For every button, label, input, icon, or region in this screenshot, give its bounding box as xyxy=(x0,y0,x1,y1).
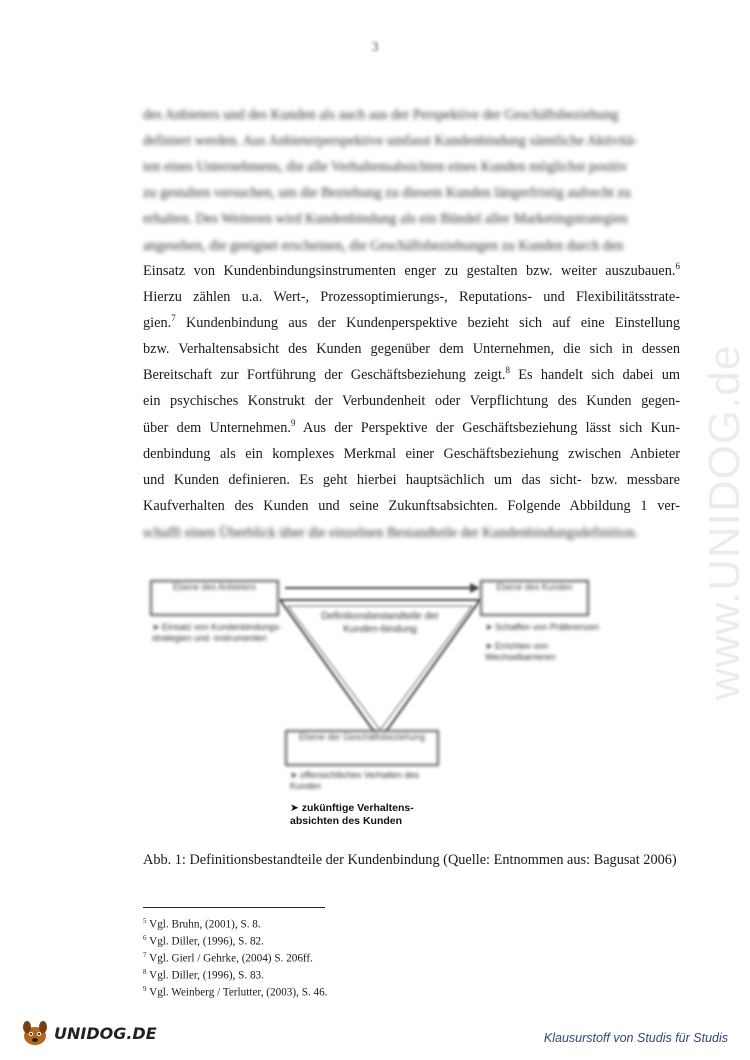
future-intentions-bullet: ➤ zukünftige Verhaltens-absichten des Kunden xyxy=(290,802,414,827)
footnote xyxy=(143,949,328,966)
footnote-number: 6 xyxy=(143,933,147,942)
customer-level-box: Ebene des Kunden xyxy=(480,580,589,616)
body-line-text: Hierzu zählen u.a. Wert-, Prozessoptimierungs-, Reputations- und Flexibilitätsstrate- xyxy=(143,289,680,306)
definition-diagram xyxy=(140,570,600,840)
triangle-label: Definitionsbestandteile der Kunden-bindung xyxy=(321,611,439,635)
figure-caption: Abb. 1: Definitionsbestandteile der Kundenbindung (Quelle: Entnommen aus: Bagusat 2006) xyxy=(143,852,677,868)
body-line-text: denbindung als ein komplexes Merkmal einer Geschäftsbeziehung zwischen Anbieter xyxy=(143,445,680,462)
blurred-line: definiert werden. Aus Anbieterperspektive umfasst Kundenbindung sämtliche Aktivitä- xyxy=(143,133,638,150)
logo-text: UNIDOG.DE xyxy=(54,1023,157,1043)
footnote-ref[interactable]: 7 xyxy=(171,313,176,324)
body-line-text: Kundenbindung aus der Kundenperspektive bezieht sich auf eine Einstellung xyxy=(175,315,680,332)
body-line-text: und Kunden definieren. Es geht hierbei hauptsächlich um das sicht- bzw. messbare xyxy=(143,471,680,488)
body-line xyxy=(143,388,680,414)
relationship-bullets: ➤ offensichtliches Verhalten des Kunden xyxy=(290,770,419,791)
footnote-ref[interactable]: 9 xyxy=(290,417,296,428)
body-line-text: Einsatz von Kundenbindungsinstrumenten enger zu gestalten bzw. weiter auszubauen. xyxy=(143,263,676,279)
body-line xyxy=(143,310,680,336)
body-line-text: Es handelt sich dabei um xyxy=(510,367,681,384)
body-line-text: Aus der Perspektive der Geschäftsbeziehung lässt sich Kun- xyxy=(295,419,680,436)
footnote-number: 7 xyxy=(143,950,147,959)
footnote xyxy=(143,932,328,949)
provider-bullets: ➤ Einsatz von Kundenbindungs-strategien und -instrumenten xyxy=(152,622,282,643)
footnote-ref[interactable]: 6 xyxy=(675,261,680,272)
footnote-number: 9 xyxy=(143,984,147,993)
footnote-text: Vgl. Weinberg / Terlutter, (2003), S. 46. xyxy=(149,986,328,999)
body-line xyxy=(143,493,680,519)
blurred-line: des Anbieters und des Kunden als auch aus der Perspektive der Geschäftsbeziehung xyxy=(143,107,619,123)
footnote-text: Vgl. Bruhn, (2001), S. 8. xyxy=(149,918,261,931)
body-line xyxy=(143,258,680,284)
footnote xyxy=(143,915,328,932)
body-paragraph xyxy=(143,258,680,519)
footnotes xyxy=(143,915,328,1000)
body-line xyxy=(143,284,680,310)
blurred-line: erhalten. Des Weiteren wird Kundenbindung als ein Bündel aller Marketingstrategien xyxy=(143,211,628,228)
body-line xyxy=(143,362,680,388)
unidog-logo[interactable] xyxy=(20,1018,157,1048)
body-line-text: gien. xyxy=(143,315,172,332)
body-line-text: über dem Unternehmen. xyxy=(143,419,291,436)
footnote-text: Vgl. Diller, (1996), S. 82. xyxy=(149,935,264,948)
blurred-outro-line: schafft einen Überblick über die einzelnen Bestandteile der Kundenbindungsdefinition. xyxy=(143,525,638,541)
footnote-number: 5 xyxy=(143,917,147,925)
footnote-number: 8 xyxy=(143,967,147,976)
blurred-line: angesehen, die geeignet erscheinen, die Geschäftsbeziehungen zu Kunden durch den xyxy=(143,237,624,254)
relationship-level-box: Ebene der Geschäftsbeziehung xyxy=(285,730,439,766)
body-line-text: bzw. Verhaltensabsicht des Kunden gegenüber dem Unternehmen, die sich in dessen xyxy=(143,341,680,358)
blurred-line: ten eines Unternehmens, die alle Verhaltensabsichten eines Kunden möglichst positiv xyxy=(143,159,628,176)
body-line-text: Bereitschaft zur Fortführung der Geschäftsbeziehung zeigt. xyxy=(143,367,506,384)
body-line xyxy=(143,467,680,493)
footnote-text: Vgl. Gierl / Gehrke, (2004) S. 206ff. xyxy=(149,952,313,965)
watermark: www.UNIDOG.de xyxy=(700,344,749,700)
blurred-line: zu gestalten versuchen, um die Beziehung zu diesem Kunden längerfristig aufrecht zu xyxy=(143,185,631,202)
body-line-text: Kaufverhalten des Kunden und seine Zukunftsabsichten. Folgende Abbildung 1 ver- xyxy=(143,497,680,514)
footnote-text: Vgl. Diller, (1996), S. 83. xyxy=(149,969,264,982)
footnote xyxy=(143,966,328,983)
footnote-ref[interactable]: 8 xyxy=(505,365,511,376)
body-line xyxy=(143,441,680,467)
footnote xyxy=(143,983,328,1000)
body-line-text: ein psychisches Konstrukt der Verbundenheit oder Verpflichtung des Kunden gegen- xyxy=(143,393,680,410)
tagline: Klausurstoff von Studis für Studis xyxy=(543,1031,728,1045)
customer-bullets: ➤ Schaffen von Präferenzen ➤ Errichten von Wechselbarrieren xyxy=(485,622,599,662)
provider-level-box: Ebene des Anbieters xyxy=(150,580,279,616)
body-line xyxy=(143,415,680,441)
body-line xyxy=(143,336,680,362)
dog-icon xyxy=(20,1018,50,1048)
page-number: 3 xyxy=(371,40,379,55)
footnote-rule xyxy=(143,907,325,908)
